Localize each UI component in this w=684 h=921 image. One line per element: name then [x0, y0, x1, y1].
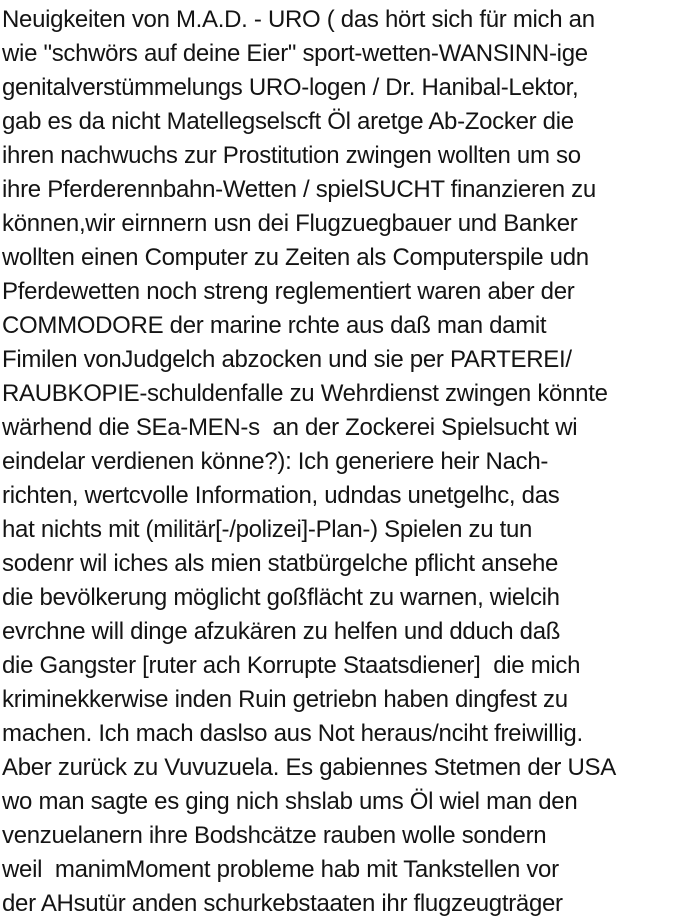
text-line: hat nichts mit (militär[-/polizei]-Plan-) Spielen zu tun — [2, 516, 533, 543]
text-line: evrchne will dinge afzukären zu helfen und dduch daß — [2, 618, 561, 645]
text-line: Aber zurück zu Vuvuzuela. Es gabiennes Stetmen der USA — [2, 754, 616, 781]
text-line: Pferdewetten noch streng reglementiert waren aber der — [2, 278, 575, 305]
text-line: RAUBKOPIE-schuldenfalle zu Wehrdienst zwingen könnte — [2, 380, 608, 407]
text-line: der AHsutür anden schurkebstaaten ihr flugzeugträger — [2, 890, 563, 917]
text-line: venzuelanern ihre Bodshcätze rauben wolle sondern — [2, 822, 547, 849]
text-line: die bevölkerung möglicht goßflächt zu warnen, wielcih — [2, 584, 560, 611]
text-line: machen. Ich mach daslso aus Not heraus/nciht freiwillig. — [2, 720, 583, 747]
text-line: kriminekkerwise inden Ruin getriebn haben dingfest zu — [2, 686, 568, 713]
text-line: wärhend die SEa-MEN-s an der Zockerei Spielsucht wi — [2, 414, 578, 441]
text-line: genitalverstümmelungs URO-logen / Dr. Hanibal-Lektor, — [2, 74, 579, 101]
text-line: eindelar verdienen könne?): Ich generiere heir Nach- — [2, 448, 549, 475]
text-line: COMMODORE der marine rchte aus daß man damit — [2, 312, 547, 339]
text-line: Neuigkeiten von M.A.D. - URO ( das hört sich für mich an — [2, 6, 595, 33]
text-line: ihren nachwuchs zur Prostitution zwingen wollten um so — [2, 142, 581, 169]
text-line: richten, wertcvolle Information, udndas unetgelhc, das — [2, 482, 560, 509]
text-line: wollten einen Computer zu Zeiten als Computerspile udn — [2, 244, 589, 271]
text-line: weil manimMoment probleme hab mit Tankstellen vor — [2, 856, 559, 883]
text-line: die Gangster [ruter ach Korrupte Staatsdiener] die mich — [2, 652, 581, 679]
text-line: ihre Pferderennbahn-Wetten / spielSUCHT finanzieren zu — [2, 176, 596, 203]
text-line: Fimilen vonJudgelch abzocken und sie per PARTEREI/ — [2, 346, 572, 373]
text-line: wie "schwörs auf deine Eier" sport-wetten-WANSINN-ige — [2, 40, 588, 67]
text-line: wo man sagte es ging nich shslab ums Öl wiel man den — [2, 788, 578, 815]
text-line: gab es da nicht Matellegselscft Öl aretge Ab-Zocker die — [2, 108, 574, 135]
text-line: sodenr wil iches als mien statbürgelche pflicht ansehe — [2, 550, 559, 577]
text-line: können,wir eirnnern usn dei Flugzuegbauer und Banker — [2, 210, 578, 237]
